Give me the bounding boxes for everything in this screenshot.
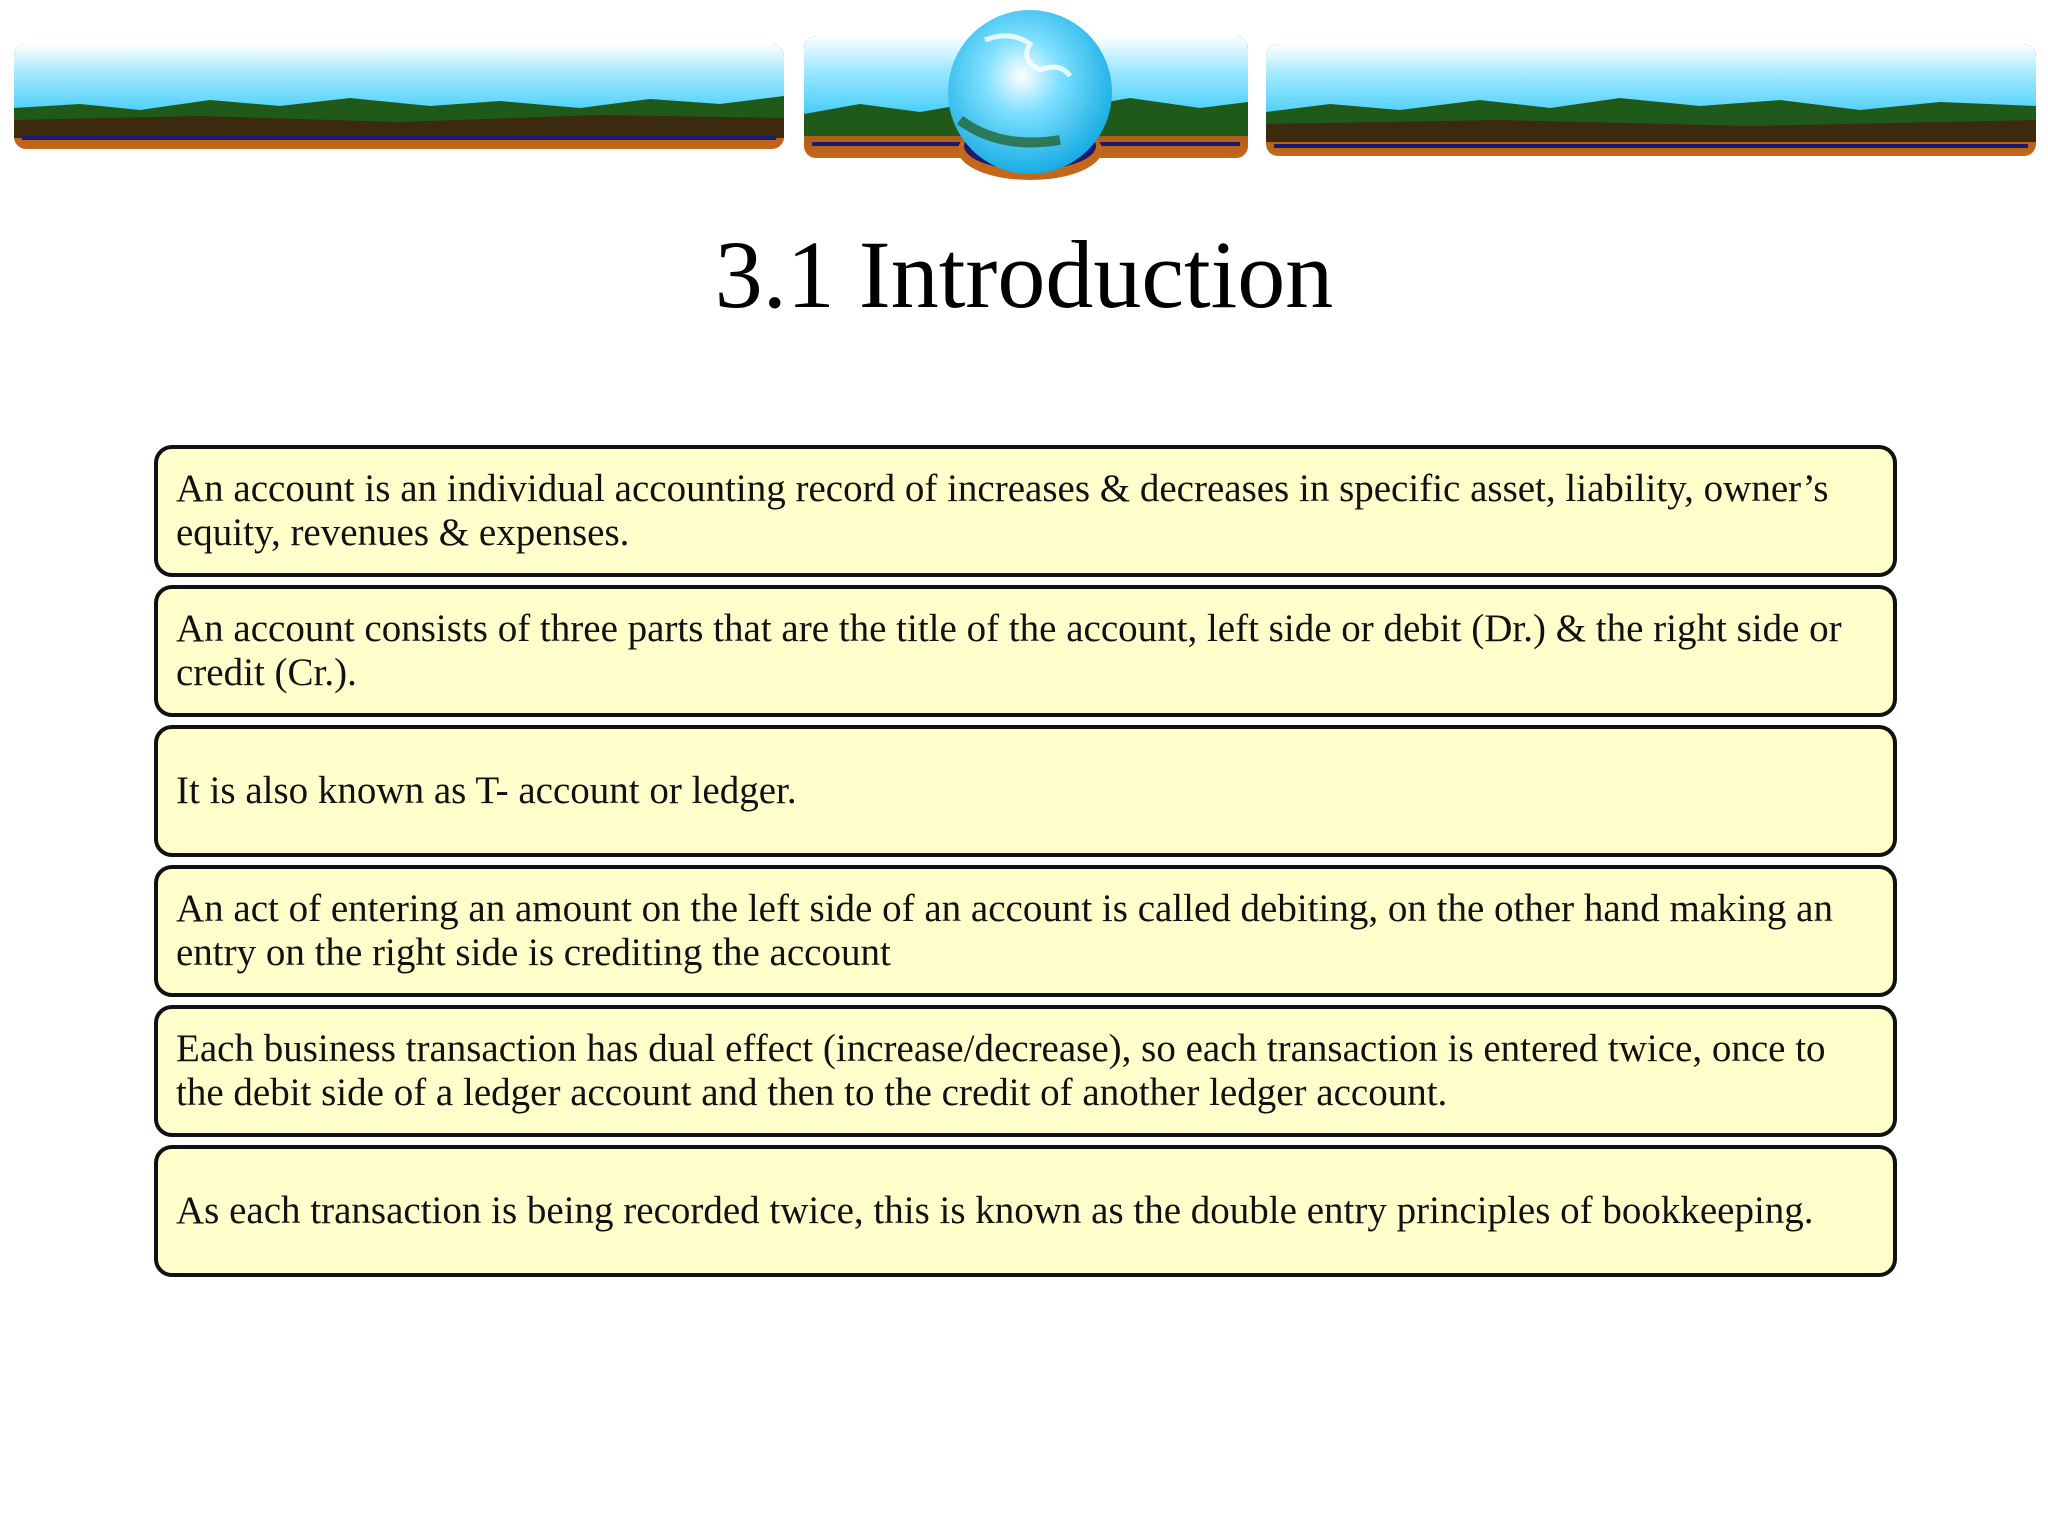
point-text: An account consists of three parts that are the title of the account, left side or debit (Dr.) & the right side or credit (Cr.). (176, 607, 1842, 694)
point-box-2 (154, 585, 1897, 717)
landscape-banner (0, 0, 2048, 190)
right-banner-panel (1266, 44, 2036, 156)
page-title: 3.1 Introduction (714, 221, 1334, 328)
point-text: As each transaction is being recorded twice, this is known as the double entry principles of bookkeeping. (176, 1189, 1814, 1232)
point-box-6 (154, 1145, 1897, 1277)
point-text: An account is an individual accounting record of increases & decreases in specific asset, liability, owner’s equity, revenues & expenses. (176, 467, 1829, 554)
left-banner-panel (14, 44, 784, 149)
point-box-4 (154, 865, 1897, 997)
point-text: An act of entering an amount on the left side of an account is called debiting, on the other hand making an entry on the right side is crediting the account (176, 887, 1833, 974)
globe-icon (948, 10, 1112, 180)
point-list (154, 445, 1897, 1285)
point-box-5 (154, 1005, 1897, 1137)
point-box-1 (154, 445, 1897, 577)
point-text: Each business transaction has dual effect (increase/decrease), so each transaction is entered twice, once to the debit side of a ledger account and then to the credit of another ledger account. (176, 1027, 1826, 1114)
point-text: It is also known as T- account or ledger. (176, 769, 797, 812)
point-box-3 (154, 725, 1897, 857)
